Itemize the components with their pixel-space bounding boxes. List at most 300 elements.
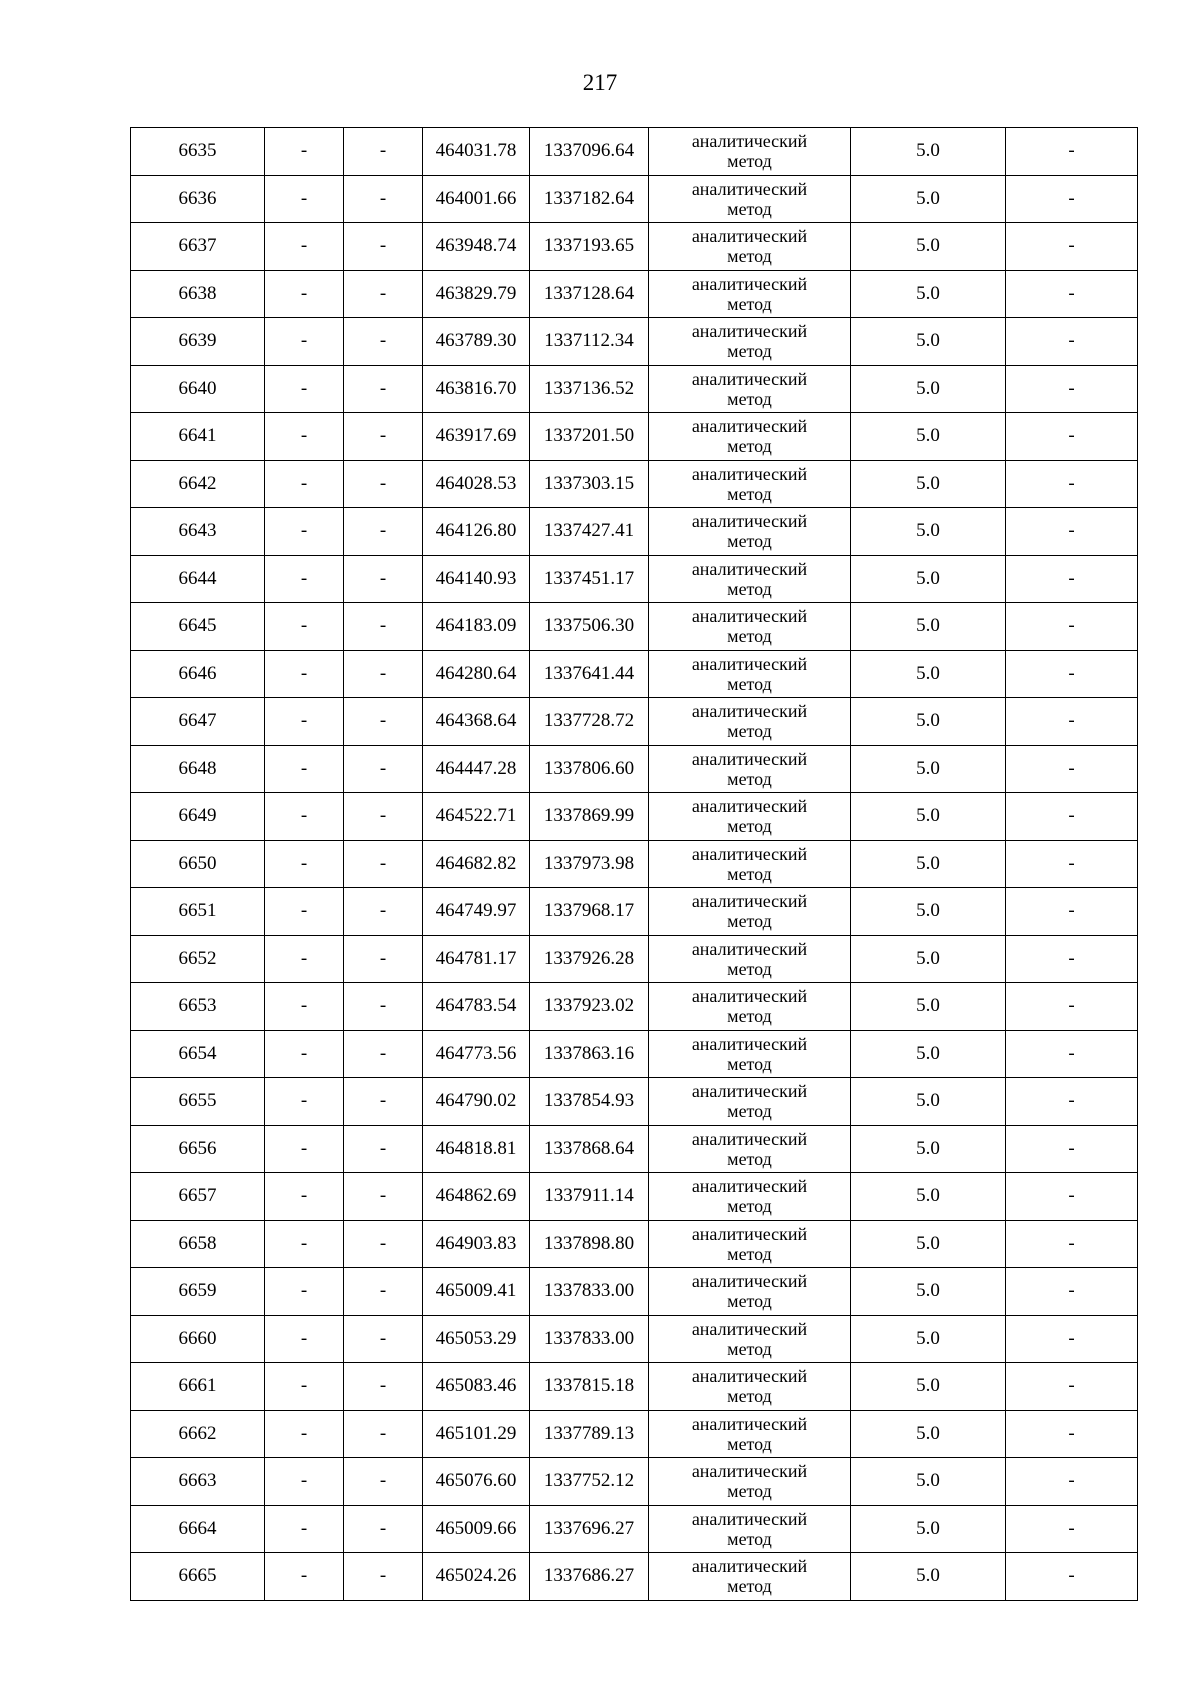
- method-line-1: аналитический: [691, 701, 808, 722]
- dash-cell: -: [265, 1030, 344, 1078]
- dash-cell: -: [344, 1268, 423, 1316]
- point-number-cell: 6641: [131, 413, 265, 461]
- point-number-cell: 6643: [131, 508, 265, 556]
- table-row: [131, 1315, 1138, 1363]
- method-cell: [649, 1458, 851, 1506]
- y-coordinate-cell: 1337096.64: [530, 128, 649, 176]
- method-line-1: аналитический: [691, 1081, 808, 1102]
- dash-cell: -: [265, 128, 344, 176]
- method-line-2: метод: [727, 673, 772, 694]
- method-line-1: аналитический: [691, 1366, 808, 1387]
- point-number-cell: 6635: [131, 128, 265, 176]
- method-line-1: аналитический: [691, 178, 808, 199]
- dash-cell: -: [344, 1030, 423, 1078]
- point-number-cell: 6640: [131, 365, 265, 413]
- y-coordinate-cell: 1337868.64: [530, 1125, 649, 1173]
- method-cell: [649, 935, 851, 983]
- x-coordinate-cell: 463917.69: [423, 413, 530, 461]
- precision-cell: 5.0: [851, 840, 1006, 888]
- table-row: [131, 508, 1138, 556]
- point-number-cell: 6660: [131, 1315, 265, 1363]
- table-row: [131, 1078, 1138, 1126]
- dash-cell: -: [1006, 1553, 1138, 1601]
- method-cell: [649, 460, 851, 508]
- table-row: [131, 1410, 1138, 1458]
- method-cell: [649, 983, 851, 1031]
- table-row: [131, 175, 1138, 223]
- dash-cell: -: [265, 508, 344, 556]
- y-coordinate-cell: 1337833.00: [530, 1315, 649, 1363]
- dash-cell: -: [1006, 1315, 1138, 1363]
- dash-cell: -: [265, 1173, 344, 1221]
- dash-cell: -: [344, 698, 423, 746]
- x-coordinate-cell: 464749.97: [423, 888, 530, 936]
- dash-cell: -: [1006, 983, 1138, 1031]
- y-coordinate-cell: 1337806.60: [530, 745, 649, 793]
- point-number-cell: 6657: [131, 1173, 265, 1221]
- method-line-1: аналитический: [691, 748, 808, 769]
- method-cell: [649, 270, 851, 318]
- point-number-cell: 6636: [131, 175, 265, 223]
- method-line-1: аналитический: [691, 558, 808, 579]
- dash-cell: -: [1006, 745, 1138, 793]
- table-row: [131, 223, 1138, 271]
- method-cell: [649, 1125, 851, 1173]
- point-number-cell: 6662: [131, 1410, 265, 1458]
- dash-cell: -: [344, 270, 423, 318]
- method-line-2: метод: [727, 1386, 772, 1407]
- point-number-cell: 6656: [131, 1125, 265, 1173]
- method-line-1: аналитический: [691, 273, 808, 294]
- point-number-cell: 6637: [131, 223, 265, 271]
- method-line-1: аналитический: [691, 606, 808, 627]
- dash-cell: -: [265, 1363, 344, 1411]
- dash-cell: -: [265, 365, 344, 413]
- method-line-2: метод: [727, 341, 772, 362]
- dash-cell: -: [344, 1363, 423, 1411]
- dash-cell: -: [344, 413, 423, 461]
- point-number-cell: 6639: [131, 318, 265, 366]
- dash-cell: -: [344, 650, 423, 698]
- y-coordinate-cell: 1337854.93: [530, 1078, 649, 1126]
- x-coordinate-cell: 464790.02: [423, 1078, 530, 1126]
- table-row: [131, 555, 1138, 603]
- method-line-1: аналитический: [691, 796, 808, 817]
- method-cell: [649, 128, 851, 176]
- x-coordinate-cell: 465009.66: [423, 1505, 530, 1553]
- dash-cell: -: [265, 603, 344, 651]
- y-coordinate-cell: 1337193.65: [530, 223, 649, 271]
- dash-cell: -: [1006, 318, 1138, 366]
- dash-cell: -: [1006, 935, 1138, 983]
- table-row: [131, 1030, 1138, 1078]
- x-coordinate-cell: 465009.41: [423, 1268, 530, 1316]
- method-line-2: метод: [727, 1528, 772, 1549]
- method-cell: [649, 1268, 851, 1316]
- method-line-2: метод: [727, 198, 772, 219]
- dash-cell: -: [1006, 413, 1138, 461]
- method-line-2: метод: [727, 768, 772, 789]
- precision-cell: 5.0: [851, 1410, 1006, 1458]
- x-coordinate-cell: 465101.29: [423, 1410, 530, 1458]
- point-number-cell: 6659: [131, 1268, 265, 1316]
- precision-cell: 5.0: [851, 460, 1006, 508]
- method-line-2: метод: [727, 1433, 772, 1454]
- point-number-cell: 6653: [131, 983, 265, 1031]
- table-row: [131, 365, 1138, 413]
- page-number: 217: [582, 70, 618, 95]
- precision-cell: 5.0: [851, 745, 1006, 793]
- dash-cell: -: [344, 1410, 423, 1458]
- method-cell: [649, 223, 851, 271]
- y-coordinate-cell: 1337303.15: [530, 460, 649, 508]
- dash-cell: -: [1006, 1173, 1138, 1221]
- y-coordinate-cell: 1337201.50: [530, 413, 649, 461]
- precision-cell: 5.0: [851, 1553, 1006, 1601]
- y-coordinate-cell: 1337686.27: [530, 1553, 649, 1601]
- y-coordinate-cell: 1337923.02: [530, 983, 649, 1031]
- method-line-1: аналитический: [691, 891, 808, 912]
- y-coordinate-cell: 1337911.14: [530, 1173, 649, 1221]
- method-cell: [649, 745, 851, 793]
- dash-cell: -: [344, 983, 423, 1031]
- y-coordinate-cell: 1337833.00: [530, 1268, 649, 1316]
- dash-cell: -: [1006, 1363, 1138, 1411]
- x-coordinate-cell: 464368.64: [423, 698, 530, 746]
- dash-cell: -: [1006, 1030, 1138, 1078]
- precision-cell: 5.0: [851, 1125, 1006, 1173]
- method-line-1: аналитический: [691, 1176, 808, 1197]
- method-cell: [649, 1173, 851, 1221]
- precision-cell: 5.0: [851, 698, 1006, 746]
- dash-cell: -: [344, 1553, 423, 1601]
- x-coordinate-cell: 464818.81: [423, 1125, 530, 1173]
- point-number-cell: 6649: [131, 793, 265, 841]
- dash-cell: -: [1006, 793, 1138, 841]
- x-coordinate-cell: 463816.70: [423, 365, 530, 413]
- dash-cell: -: [344, 223, 423, 271]
- y-coordinate-cell: 1337136.52: [530, 365, 649, 413]
- method-cell: [649, 1363, 851, 1411]
- dash-cell: -: [344, 1125, 423, 1173]
- method-line-2: метод: [727, 1101, 772, 1122]
- dash-cell: -: [1006, 1410, 1138, 1458]
- x-coordinate-cell: 463789.30: [423, 318, 530, 366]
- method-line-1: аналитический: [691, 226, 808, 247]
- dash-cell: -: [1006, 460, 1138, 508]
- x-coordinate-cell: 465024.26: [423, 1553, 530, 1601]
- table-row: [131, 1125, 1138, 1173]
- x-coordinate-cell: 464862.69: [423, 1173, 530, 1221]
- table-row: [131, 1363, 1138, 1411]
- table-row: [131, 793, 1138, 841]
- dash-cell: -: [265, 983, 344, 1031]
- y-coordinate-cell: 1337752.12: [530, 1458, 649, 1506]
- method-line-2: метод: [727, 483, 772, 504]
- dash-cell: -: [1006, 223, 1138, 271]
- point-number-cell: 6655: [131, 1078, 265, 1126]
- dash-cell: -: [265, 793, 344, 841]
- precision-cell: 5.0: [851, 1363, 1006, 1411]
- y-coordinate-cell: 1337641.44: [530, 650, 649, 698]
- dash-cell: -: [344, 555, 423, 603]
- precision-cell: 5.0: [851, 365, 1006, 413]
- precision-cell: 5.0: [851, 1173, 1006, 1221]
- y-coordinate-cell: 1337506.30: [530, 603, 649, 651]
- table-row: [131, 888, 1138, 936]
- y-coordinate-cell: 1337926.28: [530, 935, 649, 983]
- method-line-1: аналитический: [691, 368, 808, 389]
- dash-cell: -: [344, 888, 423, 936]
- point-number-cell: 6651: [131, 888, 265, 936]
- dash-cell: -: [265, 1410, 344, 1458]
- dash-cell: -: [265, 270, 344, 318]
- dash-cell: -: [265, 1505, 344, 1553]
- table-row: [131, 745, 1138, 793]
- method-cell: [649, 1553, 851, 1601]
- dash-cell: -: [265, 1078, 344, 1126]
- precision-cell: 5.0: [851, 1078, 1006, 1126]
- dash-cell: -: [344, 1173, 423, 1221]
- dash-cell: -: [265, 555, 344, 603]
- dash-cell: -: [1006, 365, 1138, 413]
- y-coordinate-cell: 1337869.99: [530, 793, 649, 841]
- method-line-2: метод: [727, 151, 772, 172]
- dash-cell: -: [344, 175, 423, 223]
- precision-cell: 5.0: [851, 223, 1006, 271]
- dash-cell: -: [1006, 840, 1138, 888]
- method-line-2: метод: [727, 531, 772, 552]
- method-line-2: метод: [727, 246, 772, 267]
- dash-cell: -: [1006, 1220, 1138, 1268]
- method-line-2: метод: [727, 388, 772, 409]
- precision-cell: 5.0: [851, 1030, 1006, 1078]
- point-number-cell: 6644: [131, 555, 265, 603]
- point-number-cell: 6661: [131, 1363, 265, 1411]
- dash-cell: -: [265, 840, 344, 888]
- method-line-1: аналитический: [691, 463, 808, 484]
- x-coordinate-cell: 464773.56: [423, 1030, 530, 1078]
- dash-cell: -: [1006, 1505, 1138, 1553]
- method-cell: [649, 365, 851, 413]
- point-number-cell: 6654: [131, 1030, 265, 1078]
- dash-cell: -: [265, 1125, 344, 1173]
- method-line-1: аналитический: [691, 321, 808, 342]
- dash-cell: -: [265, 698, 344, 746]
- x-coordinate-cell: 464682.82: [423, 840, 530, 888]
- method-line-2: метод: [727, 958, 772, 979]
- point-number-cell: 6645: [131, 603, 265, 651]
- method-line-2: метод: [727, 1196, 772, 1217]
- method-line-1: аналитический: [691, 1223, 808, 1244]
- dash-cell: -: [344, 508, 423, 556]
- dash-cell: -: [1006, 128, 1138, 176]
- dash-cell: -: [1006, 603, 1138, 651]
- x-coordinate-cell: 464183.09: [423, 603, 530, 651]
- table-row: [131, 603, 1138, 651]
- dash-cell: -: [1006, 1458, 1138, 1506]
- method-line-1: аналитический: [691, 416, 808, 437]
- dash-cell: -: [344, 1078, 423, 1126]
- x-coordinate-cell: 464447.28: [423, 745, 530, 793]
- method-line-2: метод: [727, 1148, 772, 1169]
- point-number-cell: 6647: [131, 698, 265, 746]
- dash-cell: -: [1006, 698, 1138, 746]
- method-cell: [649, 1220, 851, 1268]
- precision-cell: 5.0: [851, 1458, 1006, 1506]
- method-line-1: аналитический: [691, 131, 808, 152]
- y-coordinate-cell: 1337182.64: [530, 175, 649, 223]
- table-row: [131, 983, 1138, 1031]
- dash-cell: -: [1006, 175, 1138, 223]
- x-coordinate-cell: 463948.74: [423, 223, 530, 271]
- precision-cell: 5.0: [851, 128, 1006, 176]
- point-number-cell: 6663: [131, 1458, 265, 1506]
- x-coordinate-cell: 464781.17: [423, 935, 530, 983]
- method-line-1: аналитический: [691, 1461, 808, 1482]
- y-coordinate-cell: 1337863.16: [530, 1030, 649, 1078]
- table-row: [131, 1268, 1138, 1316]
- table-row: [131, 1458, 1138, 1506]
- dash-cell: -: [344, 793, 423, 841]
- precision-cell: 5.0: [851, 1268, 1006, 1316]
- method-cell: [649, 793, 851, 841]
- point-number-cell: 6646: [131, 650, 265, 698]
- x-coordinate-cell: 464001.66: [423, 175, 530, 223]
- x-coordinate-cell: 464783.54: [423, 983, 530, 1031]
- x-coordinate-cell: 464126.80: [423, 508, 530, 556]
- method-cell: [649, 1078, 851, 1126]
- point-number-cell: 6652: [131, 935, 265, 983]
- precision-cell: 5.0: [851, 1505, 1006, 1553]
- dash-cell: -: [265, 413, 344, 461]
- method-line-1: аналитический: [691, 1508, 808, 1529]
- dash-cell: -: [265, 1458, 344, 1506]
- method-line-1: аналитический: [691, 1033, 808, 1054]
- method-line-2: метод: [727, 578, 772, 599]
- dash-cell: -: [344, 840, 423, 888]
- dash-cell: -: [344, 318, 423, 366]
- method-line-2: метод: [727, 293, 772, 314]
- method-cell: [649, 650, 851, 698]
- precision-cell: 5.0: [851, 793, 1006, 841]
- method-cell: [649, 840, 851, 888]
- y-coordinate-cell: 1337451.17: [530, 555, 649, 603]
- x-coordinate-cell: 464140.93: [423, 555, 530, 603]
- dash-cell: -: [1006, 508, 1138, 556]
- precision-cell: 5.0: [851, 603, 1006, 651]
- precision-cell: 5.0: [851, 413, 1006, 461]
- dash-cell: -: [344, 128, 423, 176]
- dash-cell: -: [265, 745, 344, 793]
- table-row: [131, 935, 1138, 983]
- method-line-1: аналитический: [691, 1556, 808, 1577]
- dash-cell: -: [1006, 1125, 1138, 1173]
- dash-cell: -: [344, 1315, 423, 1363]
- method-line-2: метод: [727, 626, 772, 647]
- y-coordinate-cell: 1337973.98: [530, 840, 649, 888]
- method-cell: [649, 413, 851, 461]
- method-line-2: метод: [727, 721, 772, 742]
- method-line-2: метод: [727, 1291, 772, 1312]
- precision-cell: 5.0: [851, 1315, 1006, 1363]
- table-row: [131, 270, 1138, 318]
- method-cell: [649, 508, 851, 556]
- method-line-2: метод: [727, 911, 772, 932]
- point-number-cell: 6650: [131, 840, 265, 888]
- y-coordinate-cell: 1337112.34: [530, 318, 649, 366]
- table-row: [131, 650, 1138, 698]
- precision-cell: 5.0: [851, 888, 1006, 936]
- method-line-1: аналитический: [691, 938, 808, 959]
- method-cell: [649, 1315, 851, 1363]
- method-cell: [649, 698, 851, 746]
- method-cell: [649, 318, 851, 366]
- table-row: [131, 413, 1138, 461]
- dash-cell: -: [1006, 1078, 1138, 1126]
- method-line-2: метод: [727, 1006, 772, 1027]
- x-coordinate-cell: 464903.83: [423, 1220, 530, 1268]
- dash-cell: -: [265, 1220, 344, 1268]
- method-line-2: метод: [727, 816, 772, 837]
- x-coordinate-cell: 464280.64: [423, 650, 530, 698]
- precision-cell: 5.0: [851, 508, 1006, 556]
- method-line-1: аналитический: [691, 986, 808, 1007]
- point-number-cell: 6658: [131, 1220, 265, 1268]
- precision-cell: 5.0: [851, 935, 1006, 983]
- table-row: [131, 1173, 1138, 1221]
- precision-cell: 5.0: [851, 270, 1006, 318]
- dash-cell: -: [265, 650, 344, 698]
- precision-cell: 5.0: [851, 175, 1006, 223]
- dash-cell: -: [1006, 270, 1138, 318]
- x-coordinate-cell: 463829.79: [423, 270, 530, 318]
- method-cell: [649, 555, 851, 603]
- y-coordinate-cell: 1337898.80: [530, 1220, 649, 1268]
- dash-cell: -: [265, 175, 344, 223]
- dash-cell: -: [1006, 888, 1138, 936]
- dash-cell: -: [265, 1268, 344, 1316]
- method-cell: [649, 888, 851, 936]
- y-coordinate-cell: 1337427.41: [530, 508, 649, 556]
- method-cell: [649, 175, 851, 223]
- x-coordinate-cell: 464028.53: [423, 460, 530, 508]
- dash-cell: -: [344, 460, 423, 508]
- method-line-2: метод: [727, 436, 772, 457]
- method-line-2: метод: [727, 863, 772, 884]
- point-number-cell: 6665: [131, 1553, 265, 1601]
- dash-cell: -: [265, 460, 344, 508]
- y-coordinate-cell: 1337728.72: [530, 698, 649, 746]
- table-row: [131, 1505, 1138, 1553]
- table-row: [131, 1220, 1138, 1268]
- y-coordinate-cell: 1337696.27: [530, 1505, 649, 1553]
- dash-cell: -: [344, 1505, 423, 1553]
- precision-cell: 5.0: [851, 1220, 1006, 1268]
- dash-cell: -: [265, 318, 344, 366]
- precision-cell: 5.0: [851, 318, 1006, 366]
- method-cell: [649, 1410, 851, 1458]
- method-line-2: метод: [727, 1338, 772, 1359]
- method-line-1: аналитический: [691, 1318, 808, 1339]
- table-body: [131, 128, 1138, 1601]
- table-row: [131, 1553, 1138, 1601]
- x-coordinate-cell: 465076.60: [423, 1458, 530, 1506]
- table-row: [131, 460, 1138, 508]
- method-cell: [649, 1030, 851, 1078]
- coordinates-table: [130, 127, 1138, 1601]
- y-coordinate-cell: 1337815.18: [530, 1363, 649, 1411]
